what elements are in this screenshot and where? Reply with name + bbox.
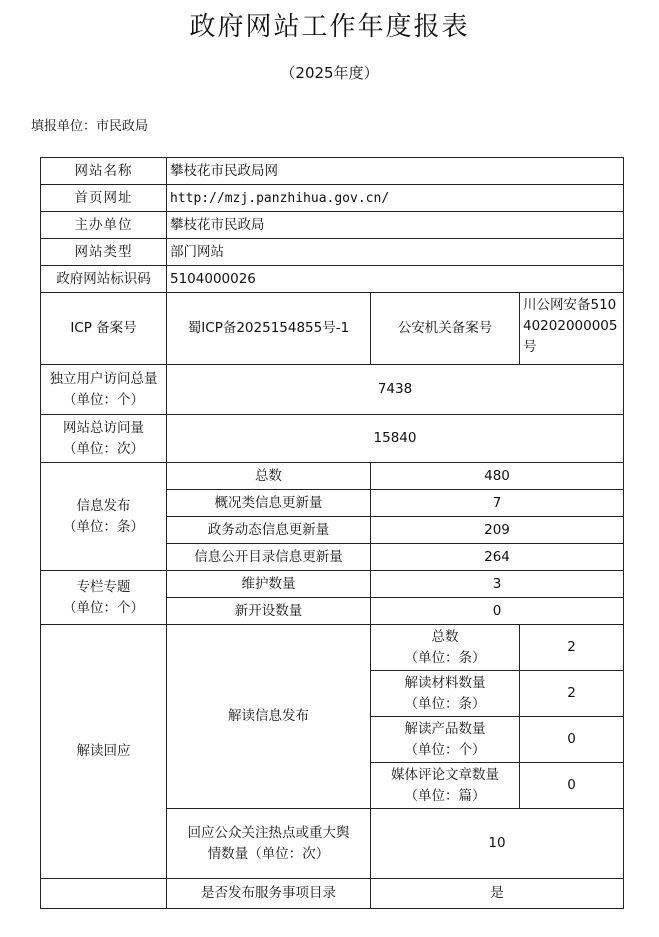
service-catalog-value: 是 xyxy=(371,879,624,909)
hotspot-response-value: 10 xyxy=(371,809,624,879)
site-name-value: 攀枝花市民政局网 xyxy=(167,158,624,185)
unique-visitors-label: 独立用户访问总量（单位：个） xyxy=(41,365,167,415)
homepage-url-label: 首页网址 xyxy=(41,185,167,212)
sponsor-value: 攀枝花市民政局 xyxy=(167,212,624,239)
news-updates-value: 209 xyxy=(371,517,624,544)
new-count-label: 新开设数量 xyxy=(167,598,371,625)
maintained-count-label: 维护数量 xyxy=(167,571,371,598)
table-row xyxy=(41,185,624,212)
icp-value: 蜀ICP备2025154855号-1 xyxy=(167,293,371,365)
publish-label: 信息发布 xyxy=(76,497,131,514)
news-updates-label: 政务动态信息更新量 xyxy=(167,517,371,544)
total-visits-label: 网站总访问量（单位：次） xyxy=(41,415,167,463)
disclosure-updates-label: 信息公开目录信息更新量 xyxy=(167,544,371,571)
publish-total-value: 480 xyxy=(371,463,624,490)
overview-updates-value: 7 xyxy=(371,490,624,517)
interpret-products-label: 解读产品数量 （单位：个） xyxy=(371,717,520,763)
interpret-products-value: 0 xyxy=(520,717,624,763)
interpret-publish-label: 解读信息发布 xyxy=(167,625,371,809)
service-catalog-label: 是否发布服务事项目录 xyxy=(167,879,371,909)
table-row xyxy=(41,463,624,490)
empty-cell xyxy=(41,879,167,909)
site-type-label: 网站类型 xyxy=(41,239,167,266)
site-id-value: 5104000026 xyxy=(167,266,624,293)
table-row xyxy=(41,158,624,185)
site-type-value: 部门网站 xyxy=(167,239,624,266)
police-label: 公安机关备案号 xyxy=(371,293,520,365)
interpret-total-value: 2 xyxy=(520,625,624,671)
sponsor-label: 主办单位 xyxy=(41,212,167,239)
interpret-total-label: 总数 （单位：条） xyxy=(371,625,520,671)
table-row xyxy=(41,293,624,365)
icp-label: ICP 备案号 xyxy=(41,293,167,365)
column-label: 专栏专题 xyxy=(76,578,131,595)
table-row xyxy=(41,571,624,598)
publish-unit: （单位：条） xyxy=(63,518,144,535)
disclosure-updates-value: 264 xyxy=(371,544,624,571)
table-row xyxy=(41,879,624,909)
filing-unit: 填报单位：市民政局 xyxy=(31,119,149,134)
maintained-count-value: 3 xyxy=(371,571,624,598)
report-year: （2025年度） xyxy=(280,64,379,82)
new-count-value: 0 xyxy=(371,598,624,625)
table-row xyxy=(41,212,624,239)
media-articles-label: 媒体评论文章数量 （单位：篇） xyxy=(371,763,520,809)
publish-total-label: 总数 xyxy=(167,463,371,490)
column-unit: （单位：个） xyxy=(63,599,144,616)
publish-group-label xyxy=(41,463,167,571)
site-id-label: 政府网站标识码 xyxy=(41,266,167,293)
table-row xyxy=(41,625,624,671)
unique-visitors-value: 7438 xyxy=(167,365,624,415)
police-value: 川公网安备51040202000005号 xyxy=(520,293,624,365)
total-visits-value: 15840 xyxy=(167,415,624,463)
table-row xyxy=(41,239,624,266)
homepage-url-value: http://mzj.panzhihua.gov.cn/ xyxy=(167,185,624,212)
column-group-label xyxy=(41,571,167,625)
table-row xyxy=(41,415,624,463)
table-row xyxy=(41,266,624,293)
hotspot-response-label: 回应公众关注热点或重大舆情数量（单位：次） xyxy=(167,809,371,879)
site-name-label: 网站名称 xyxy=(41,158,167,185)
interpret-materials-label: 解读材料数量 （单位：条） xyxy=(371,671,520,717)
interpret-label: 解读回应 xyxy=(41,625,167,879)
media-articles-value: 0 xyxy=(520,763,624,809)
report-table xyxy=(40,157,624,909)
page-title: 政府网站工作年度报表 xyxy=(189,12,470,42)
overview-updates-label: 概况类信息更新量 xyxy=(167,490,371,517)
interpret-materials-value: 2 xyxy=(520,671,624,717)
table-row xyxy=(41,365,624,415)
